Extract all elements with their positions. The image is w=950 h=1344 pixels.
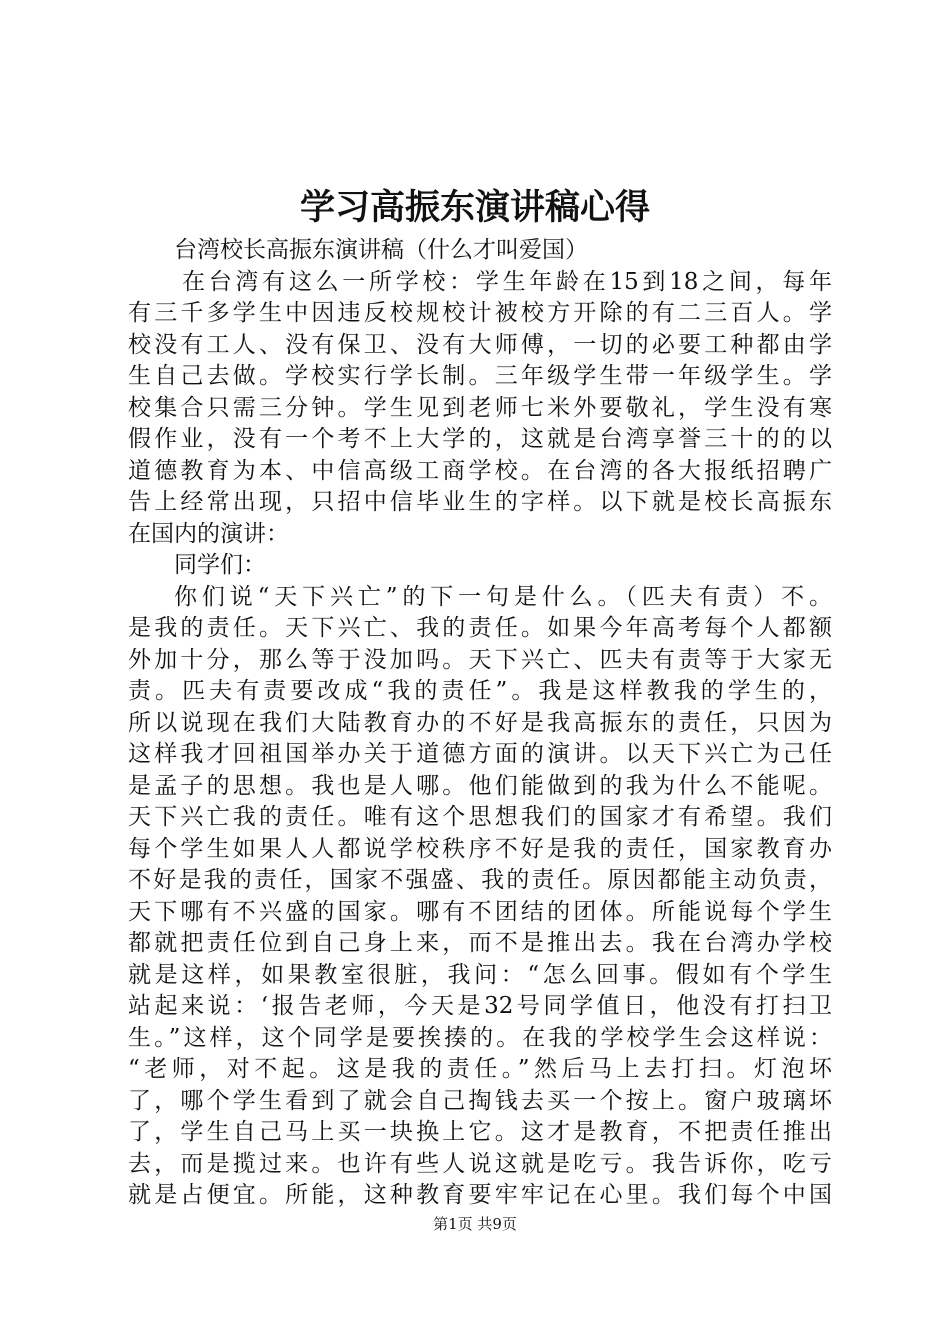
text-line-salutation: 同学们： xyxy=(174,552,266,578)
text-line: 天下兴亡我的责任。唯有这个思想我们的国家才有希望。我们 xyxy=(128,804,832,830)
text-line: 你们说“天下兴亡”的下一句是什么。（匹夫有责）不。 xyxy=(174,583,832,610)
text-line: 每个学生如果人人都说学校秩序不好是我的责任，国家教育办 xyxy=(128,835,832,862)
text-line: 天下哪有不兴盛的国家。哪有不团结的团体。所能说每个学生 xyxy=(128,898,832,925)
text-line: 校集合只需三分钟。学生见到老师七米外要敬礼，学生没有寒 xyxy=(128,394,832,421)
text-line: 是孟子的思想。我也是人哪。他们能做到的我为什么不能呢。 xyxy=(128,772,832,799)
text-line: 不好是我的责任，国家不强盛、我的责任。原因都能主动负责， xyxy=(128,867,832,893)
text-line: 生自己去做。学校实行学长制。三年级学生带一年级学生。学 xyxy=(128,363,832,389)
page-footer: 第1页 共9页 xyxy=(433,1215,517,1233)
text-line: 所以说现在我们大陆教育办的不好是我高振东的责任，只因为 xyxy=(128,709,832,736)
text-line: 有三千多学生中因违反校规校计被校方开除的有二三百人。学 xyxy=(128,300,832,326)
text-line: 道德教育为本、中信高级工商学校。在台湾的各大报纸招聘广 xyxy=(128,457,832,484)
text-line-subtitle: 台湾校长高振东演讲稿（什么才叫爱国） xyxy=(174,237,588,263)
text-line: 就是占便宜。所能，这种教育要牢牢记在心里。我们每个中国 xyxy=(128,1182,832,1208)
document-title: 学习高振东演讲稿心得 xyxy=(299,187,650,228)
text-line: 在台湾有这么一所学校：学生年龄在15到18之间，每年 xyxy=(182,268,832,295)
text-line: 站起来说：‘报告老师，今天是32号同学值日，他没有打扫卫 xyxy=(128,993,832,1019)
text-line: “老师，对不起。这是我的责任。”然后马上去打扫。灯泡坏 xyxy=(128,1056,832,1082)
text-line: 就是这样，如果教室很脏，我问：“怎么回事。假如有个学生 xyxy=(128,961,832,988)
text-line: 这样我才回祖国举办关于道德方面的演讲。以天下兴亡为己任 xyxy=(128,741,832,767)
text-line: 了，哪个学生看到了就会自己掏钱去买一个按上。窗户玻璃坏 xyxy=(128,1087,832,1114)
text-line: 去，而是揽过来。也许有些人说这就是吃亏。我告诉你，吃亏 xyxy=(128,1150,832,1177)
document-body xyxy=(128,235,832,1212)
text-line: 假作业，没有一个考不上大学的，这就是台湾享誉三十的的以 xyxy=(128,426,832,452)
text-line: 责。匹夫有责要改成“我的责任”。我是这样教我的学生的， xyxy=(128,678,832,704)
text-line: 告上经常出现，只招中信毕业生的字样。以下就是校长高振东 xyxy=(128,489,832,515)
text-line: 校没有工人、没有保卫、没有大师傅，一切的必要工种都由学 xyxy=(128,331,832,358)
text-line: 都就把责任位到自己身上来，而不是推出去。我在台湾办学校 xyxy=(128,930,832,956)
text-line: 外加十分，那么等于没加吗。天下兴亡、匹夫有责等于大家无 xyxy=(128,646,832,673)
text-line: 是我的责任。天下兴亡、我的责任。如果今年高考每个人都额 xyxy=(128,615,832,641)
text-line: 生。”这样，这个同学是要挨揍的。在我的学校学生会这样说： xyxy=(128,1024,832,1051)
text-line: 在国内的演讲： xyxy=(128,520,289,547)
text-line: 了，学生自己马上买一块换上它。这才是教育，不把责任推出 xyxy=(128,1119,832,1145)
